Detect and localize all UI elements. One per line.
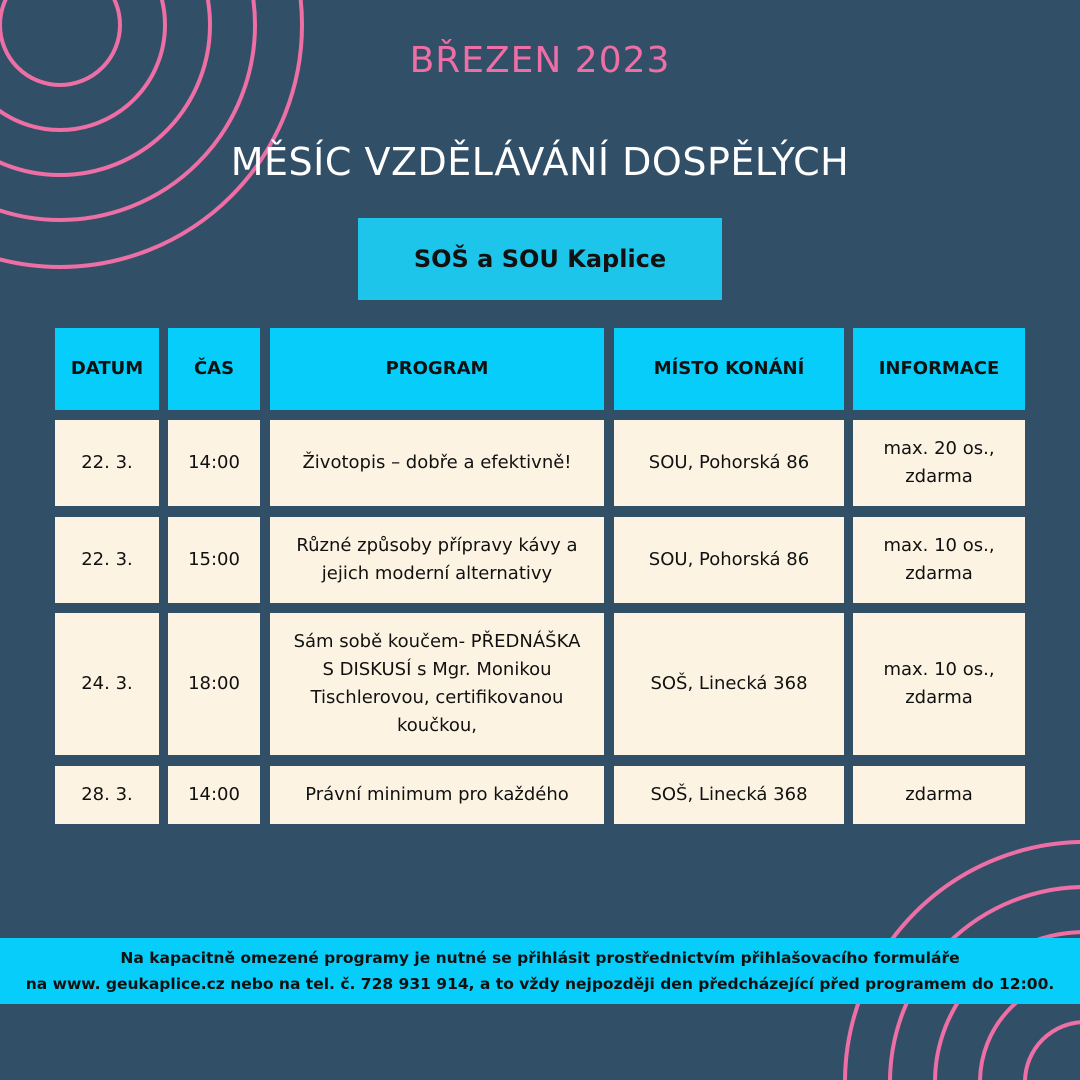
row-2-program: Různé způsoby přípravy kávy a jejich moderní alternativy xyxy=(270,517,604,603)
row-1-program: Životopis – dobře a efektivně! xyxy=(270,420,604,506)
bottom-right-ring xyxy=(1025,1022,1080,1080)
row-4-place: SOŠ, Linecká 368 xyxy=(614,766,844,824)
page-title: MĚSÍC VZDĚLÁVÁNÍ DOSPĚLÝCH xyxy=(230,140,850,184)
row-3-place: SOŠ, Linecká 368 xyxy=(614,613,844,755)
header-place: MÍSTO KONÁNÍ xyxy=(614,328,844,410)
row-2-place: SOU, Pohorská 86 xyxy=(614,517,844,603)
row-3-date: 24. 3. xyxy=(55,613,159,755)
row-2-time: 15:00 xyxy=(168,517,260,603)
notice-line-2: na www. geukaplice.cz nebo na tel. č. 728 931 914, a to vždy nejpozději den předcházející před programem do 12:00. xyxy=(25,975,1055,993)
header-program: PROGRAM xyxy=(270,328,604,410)
row-3-program: Sám sobě koučem- PŘEDNÁŠKA S DISKUSÍ s Mgr. Monikou Tischlerovou, certifikovanou koučkou, xyxy=(270,613,604,755)
row-2-date: 22. 3. xyxy=(55,517,159,603)
row-4-time: 14:00 xyxy=(168,766,260,824)
top-left-ring xyxy=(0,0,255,220)
month-title: BŘEZEN 2023 xyxy=(409,40,671,81)
row-3-time: 18:00 xyxy=(168,613,260,755)
row-2-info: max. 10 os., zdarma xyxy=(853,517,1025,603)
row-1-time: 14:00 xyxy=(168,420,260,506)
header-info: INFORMACE xyxy=(853,328,1025,410)
row-1-place: SOU, Pohorská 86 xyxy=(614,420,844,506)
header-time: ČAS xyxy=(168,328,260,410)
row-4-date: 28. 3. xyxy=(55,766,159,824)
row-4-info: zdarma xyxy=(853,766,1025,824)
header-date: DATUM xyxy=(55,328,159,410)
row-4-program: Právní minimum pro každého xyxy=(270,766,604,824)
row-1-date: 22. 3. xyxy=(55,420,159,506)
registration-notice xyxy=(0,938,1080,1004)
notice-line-1: Na kapacitně omezené programy je nutné se přihlásit prostřednictvím přihlašovacího formuláře xyxy=(120,949,960,967)
school-badge: SOŠ a SOU Kaplice xyxy=(358,218,722,300)
row-3-info: max. 10 os., zdarma xyxy=(853,613,1025,755)
row-1-info: max. 20 os., zdarma xyxy=(853,420,1025,506)
